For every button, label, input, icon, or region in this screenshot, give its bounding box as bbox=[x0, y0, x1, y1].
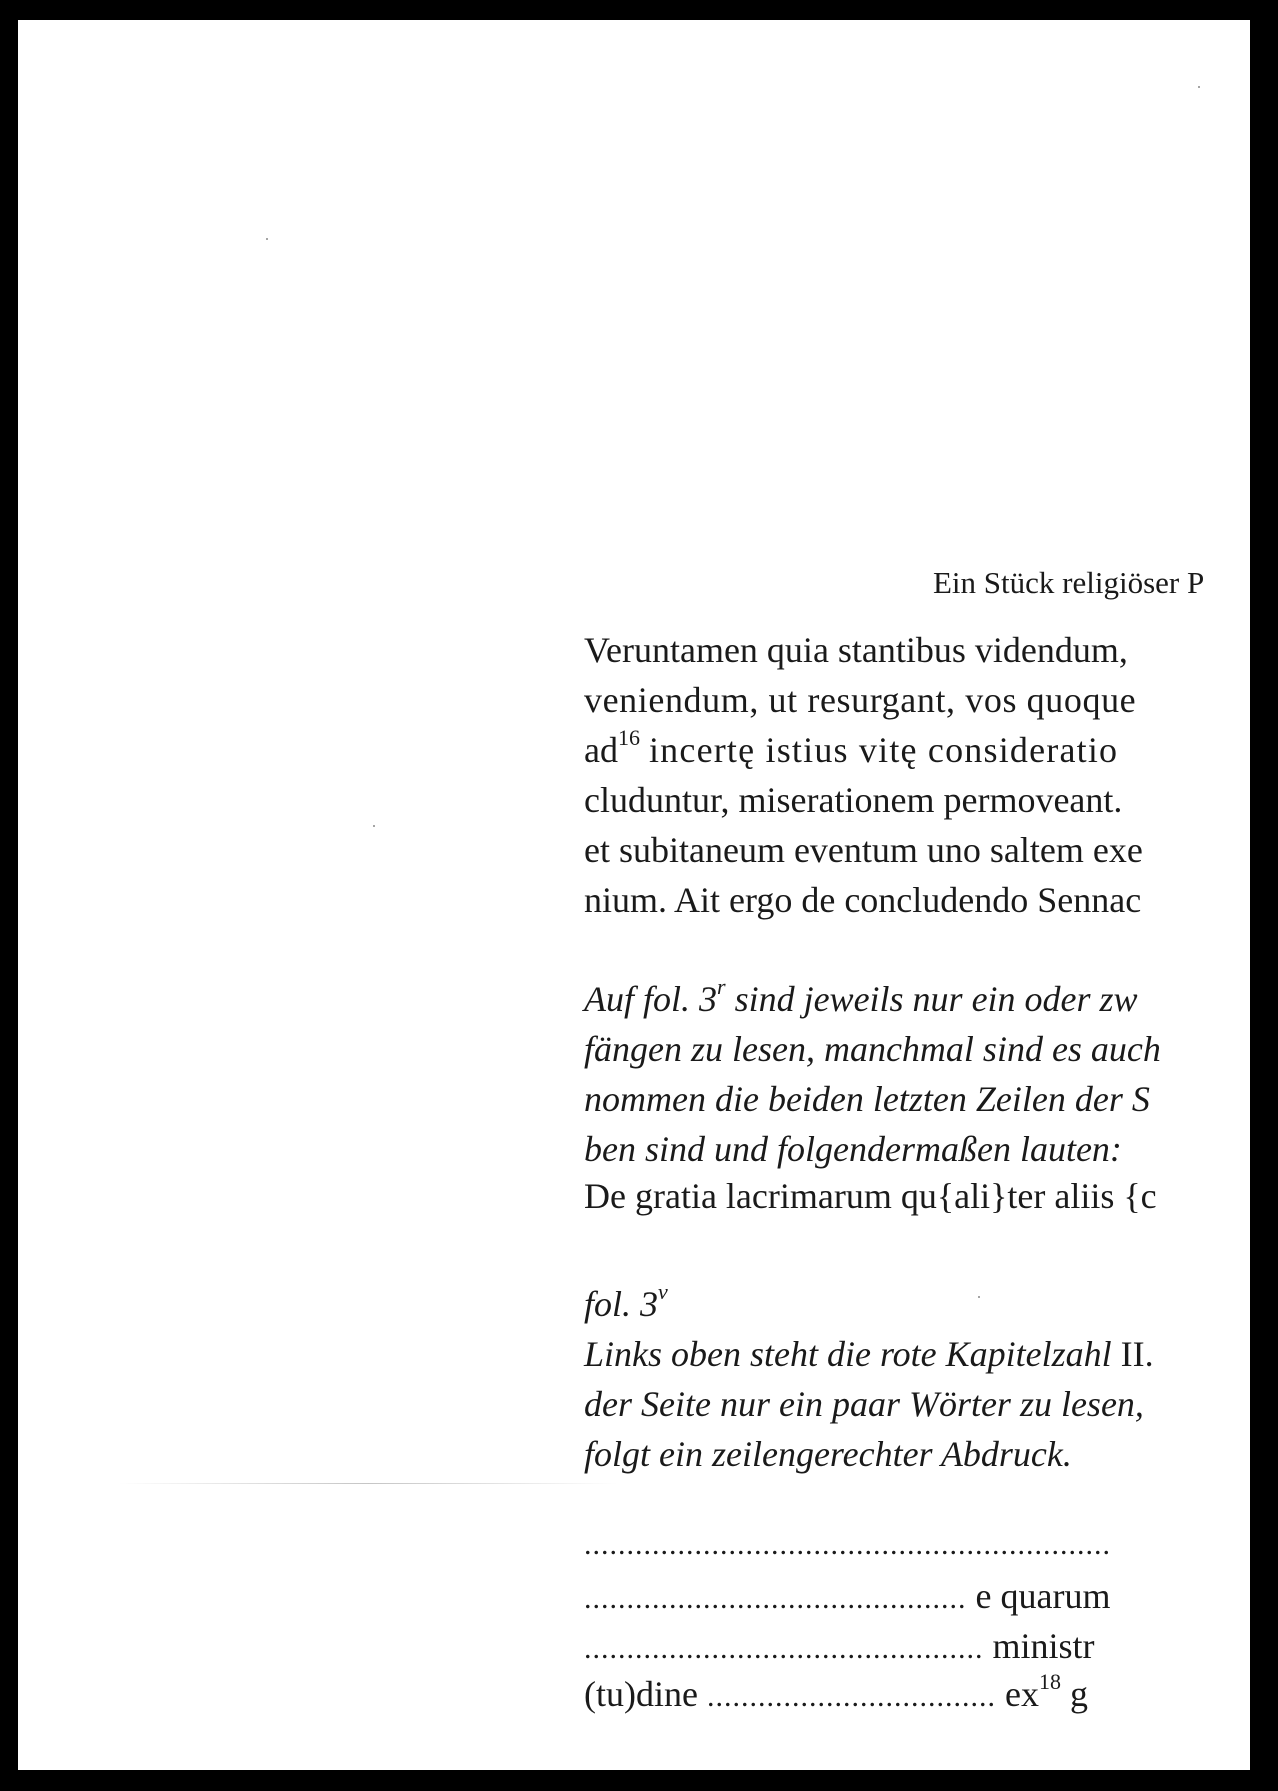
paper-crease bbox=[118, 1483, 618, 1484]
transcription-line-2 bbox=[584, 1578, 1110, 1614]
latin-line-3-text: incertę istius vitę consideratio bbox=[648, 730, 1119, 770]
transcription-tail: g bbox=[1060, 1674, 1088, 1714]
dots: ............................................. bbox=[584, 1582, 967, 1615]
latin-line-6: nium. Ait ergo de concludendo Sennac bbox=[584, 880, 1142, 920]
footnote-ref-18[interactable]: 18 bbox=[1038, 1669, 1061, 1694]
transcription-line-3 bbox=[584, 1628, 1095, 1664]
section-line-3: folgt ein zeilengerechter Abdruck. bbox=[584, 1434, 1072, 1474]
latin-quote-line: De gratia lacrimarum qu{ali}ter aliis {c bbox=[584, 1176, 1157, 1216]
footnote-ref-16[interactable]: 16 bbox=[617, 725, 640, 750]
dots: ............................................... bbox=[584, 1632, 984, 1665]
latin-line-3 bbox=[584, 725, 1119, 770]
transcription-word: ministr bbox=[983, 1626, 1095, 1666]
transcription-line-1: .............................................................. bbox=[584, 1528, 1111, 1561]
note-line-2: fängen zu lesen, manchmal sind es auch bbox=[584, 1029, 1161, 1069]
speck bbox=[978, 1296, 980, 1298]
speck bbox=[373, 825, 375, 827]
speck bbox=[1198, 86, 1200, 88]
latin-line-4: cluduntur, miserationem permoveant. bbox=[584, 780, 1123, 820]
note-line-3: nommen die beiden letzten Zeilen der S bbox=[584, 1079, 1150, 1119]
speck bbox=[266, 238, 268, 240]
latin-line-2: veniendum, ut resurgant, vos quoque bbox=[584, 680, 1137, 720]
folio-recto-sup: r bbox=[717, 974, 726, 999]
section-line-1-italic: Links oben steht die rote Kapitelzahl bbox=[584, 1334, 1121, 1374]
folio-heading bbox=[584, 1279, 668, 1324]
transcription-prefix: (tu)dine bbox=[584, 1674, 707, 1714]
document-page bbox=[18, 20, 1250, 1770]
section-line-2: der Seite nur ein paar Wörter zu lesen, bbox=[584, 1384, 1144, 1424]
section-line-1 bbox=[584, 1336, 1154, 1372]
note-line-1 bbox=[584, 974, 1138, 1019]
latin-line-3-prefix: ad bbox=[584, 730, 618, 770]
transcription-word: ex bbox=[995, 1674, 1039, 1714]
transcription-word: e quarum bbox=[966, 1576, 1111, 1616]
running-header: Ein Stück religiöser P bbox=[933, 565, 1205, 600]
transcription-line-4 bbox=[584, 1669, 1088, 1714]
folio-verso-sup: v bbox=[658, 1279, 668, 1304]
scan-border-right bbox=[1250, 0, 1278, 1791]
note-line-4: ben sind und folgendermaßen lauten: bbox=[584, 1129, 1122, 1169]
note-line-1-suffix: sind jeweils nur ein oder zw bbox=[725, 979, 1138, 1019]
latin-line-1: Veruntamen quia stantibus videndum, bbox=[584, 630, 1128, 670]
note-line-1-prefix: Auf fol. 3 bbox=[584, 979, 717, 1019]
latin-line-5: et subitaneum eventum uno saltem exe bbox=[584, 830, 1143, 870]
folio-heading-text: fol. 3 bbox=[584, 1284, 659, 1324]
dots: .................................. bbox=[706, 1680, 996, 1713]
chapter-number: II. bbox=[1120, 1334, 1154, 1374]
